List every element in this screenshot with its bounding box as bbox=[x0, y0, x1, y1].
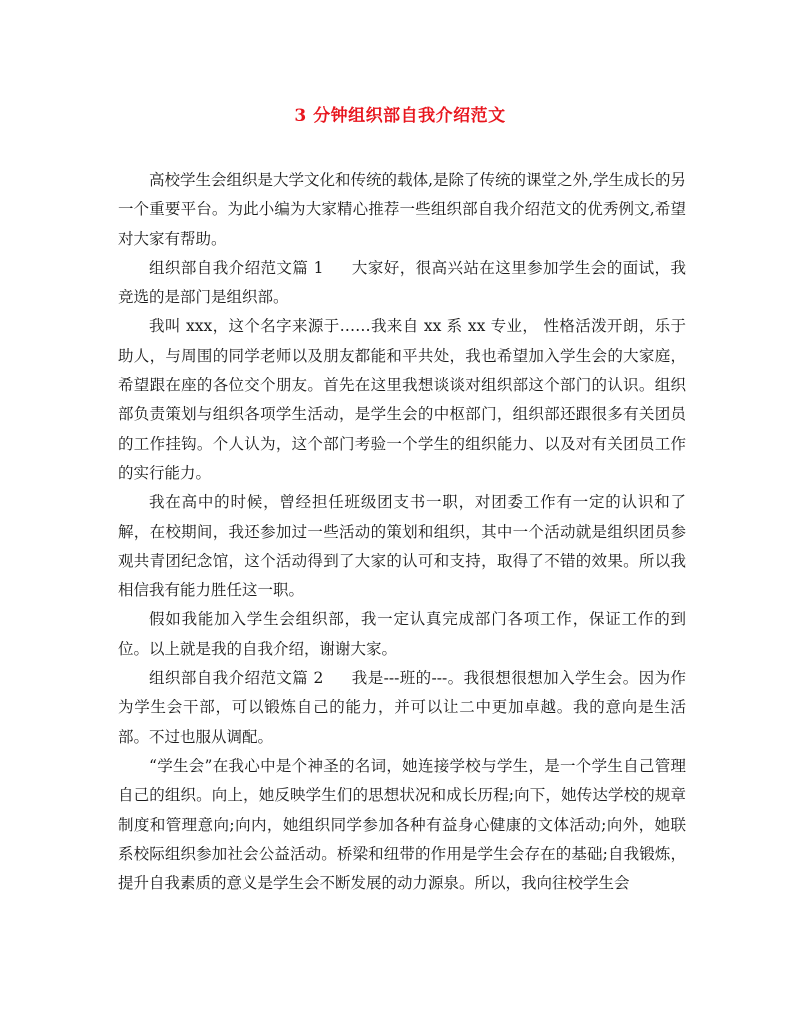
body-paragraph: 我在高中的时候，曾经担任班级团支书一职，对团委工作有一定的认识和了解，在校期间，我还参加过一些活动的策划和组织，其中一个活动就是组织团员参观共青团纪念馆，这个活动得到了大家的认可和支持，取得了不错的效果。所以我相信我有能力胜任这一职。 bbox=[118, 493, 686, 600]
body-paragraph: 假如我能加入学生会组织部，我一定认真完成部门各项工作，保证工作的到位。以上就是我的自我介绍，谢谢大家。 bbox=[118, 610, 686, 658]
body-paragraph: “学生会”在我心中是个神圣的名词，她连接学校与学生，是一个学生自己管理自己的组织。向上，她反映学生们的思想状况和成长历程;向下，她传达学校的规章制度和管理意向;向内，她组织同学参加各种有益身心健康的文体活动;向外，她联系校际组织参加社会公益活动。桥梁和纽带的作用是学生会存在的基础;自我锻炼，提升自我素质的意义是学生会不断发展的动力源泉。所以，我向往校学生会 bbox=[118, 756, 686, 893]
body-paragraph: 我叫 xxx，这个名字来源于……我来自 xx 系 xx 专业， 性格活泼开朗，乐于助人，与周围的同学老师以及朋友都能和平共处，我也希望加入学生会的大家庭，希望跟在座的各位交个朋友。首先在这里我想谈谈对组织部这个部门的认识。组织部负责策划与组织各项学生活动，是学生会的中枢部门，组织部还跟很多有关团员的工作挂钩。个人认为，这个部门考验一个学生的组织能力、以及对有关团员工作的实行能力。 bbox=[118, 317, 686, 482]
section-1-heading: 组织部自我介绍范文篇 1 bbox=[149, 258, 324, 277]
section-2-heading: 组织部自我介绍范文篇 2 bbox=[149, 669, 324, 688]
document-body bbox=[118, 166, 686, 898]
section-1-paragraph bbox=[118, 254, 686, 313]
intro-paragraph: 高校学生会组织是大学文化和传统的载体,是除了传统的课堂之外,学生成长的另一个重要平台。为此小编为大家精心推荐一些组织部自我介绍范文的优秀例文,希望对大家有帮助。 bbox=[118, 171, 686, 248]
document-title: 3 分钟组织部自我介绍范文 bbox=[294, 106, 506, 126]
section-2-paragraph bbox=[118, 664, 686, 752]
section-1-text: 大家好，很高兴站在这里参加学生会的面试，我竞选的是部门是组织部。 bbox=[118, 258, 686, 307]
section-2-text: 我是---班的---。我很想很想加入学生会。因为作为学生会干部，可以锻炼自己的能力，并可以让二中更加卓越。我的意向是生活部。不过也服从调配。 bbox=[118, 669, 686, 746]
